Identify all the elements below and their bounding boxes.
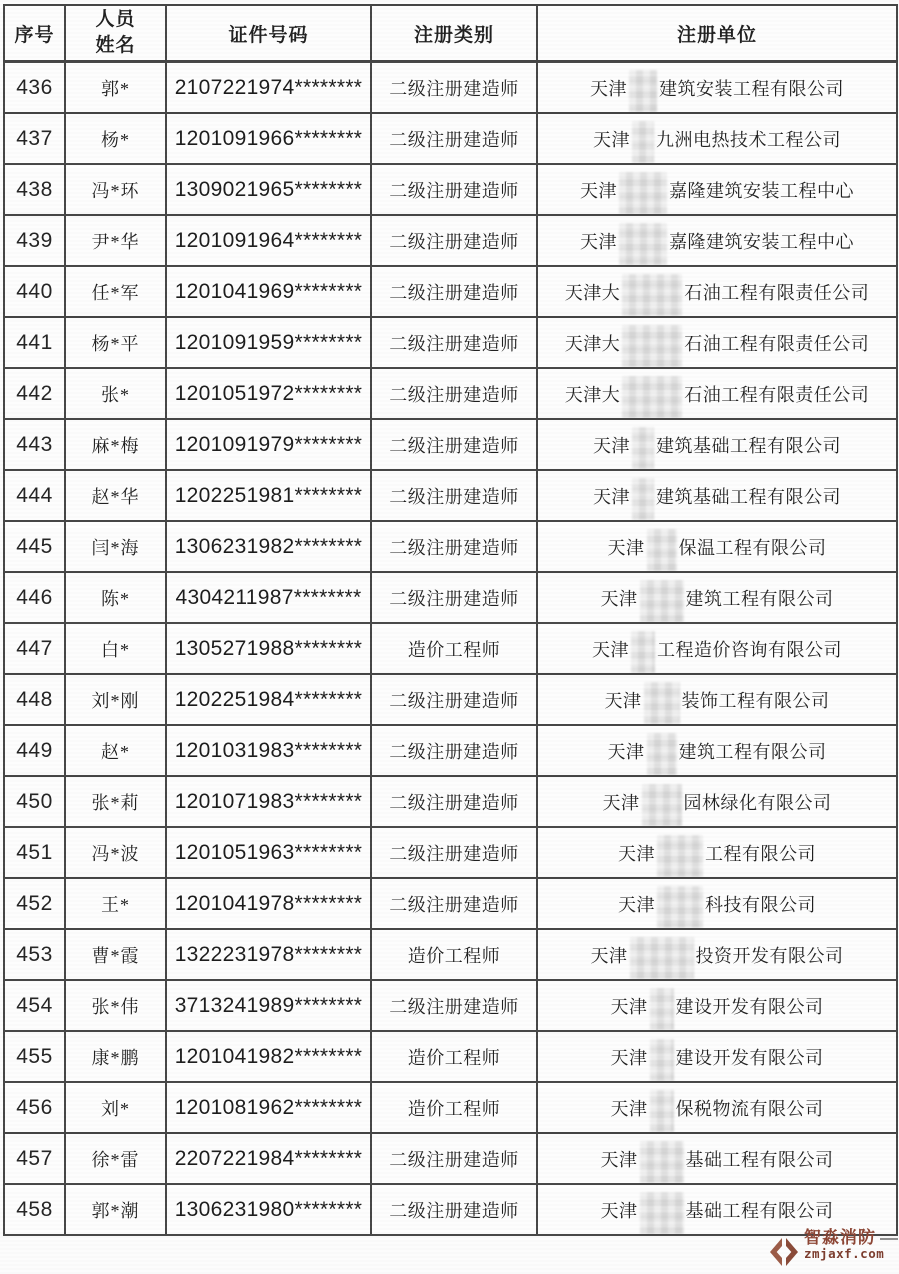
- table-row: [4, 164, 897, 215]
- cell-person-name: 杨*平: [65, 317, 166, 368]
- unit-suffix: 建筑基础工程有限公司: [656, 435, 841, 456]
- cell-serial-number: 439: [4, 215, 65, 266]
- unit-prefix: 天津: [593, 435, 630, 456]
- cell-registration-category: 二级注册建造师: [371, 62, 537, 114]
- unit-prefix: 天津: [580, 231, 617, 252]
- cell-serial-number: 448: [4, 674, 65, 725]
- cell-id-number: 1202251984********: [166, 674, 371, 725]
- cell-person-name: 赵*华: [65, 470, 166, 521]
- unit-prefix: 天津大: [564, 282, 621, 303]
- table-row: [4, 317, 897, 368]
- cell-registration-unit: [537, 368, 897, 419]
- cell-registration-unit: [537, 215, 897, 266]
- cell-serial-number: 457: [4, 1133, 65, 1184]
- unit-suffix: 石油工程有限责任公司: [684, 384, 870, 405]
- cell-person-name: 张*莉: [65, 776, 166, 827]
- unit-suffix: 装饰工程有限公司: [681, 690, 830, 711]
- cell-person-name: 白*: [65, 623, 166, 674]
- table-row: [4, 776, 897, 827]
- cell-person-name: 冯*波: [65, 827, 166, 878]
- cell-registration-unit: [537, 725, 897, 776]
- unit-suffix: 工程造价咨询有限公司: [657, 639, 842, 660]
- unit-prefix: 天津大: [564, 384, 621, 405]
- cell-person-name: 闫*海: [65, 521, 166, 572]
- unit-suffix: 建筑工程有限公司: [678, 741, 827, 762]
- cell-serial-number: 455: [4, 1031, 65, 1082]
- cell-id-number: 1201091964********: [166, 215, 371, 266]
- unit-suffix: 工程有限公司: [705, 843, 816, 864]
- unit-prefix: 天津: [607, 537, 645, 558]
- cell-serial-number: 453: [4, 929, 65, 980]
- unit-prefix: 天津: [593, 486, 630, 507]
- cell-registration-category: 二级注册建造师: [371, 419, 537, 470]
- unit-suffix: 建设开发有限公司: [675, 1047, 824, 1068]
- watermark-brand: 智淼消防: [804, 1228, 876, 1247]
- redaction-blur: [647, 733, 677, 775]
- cell-person-name: 徐*雷: [65, 1133, 166, 1184]
- table-row: [4, 878, 897, 929]
- cell-registration-category: 造价工程师: [371, 929, 537, 980]
- header-serial-number: 序号: [4, 5, 65, 62]
- cell-id-number: 1201051972********: [166, 368, 371, 419]
- unit-suffix: 保税物流有限公司: [675, 1098, 824, 1119]
- cell-id-number: 1201091966********: [166, 113, 371, 164]
- header-person-name: [65, 5, 166, 62]
- cell-registration-category: 二级注册建造师: [371, 521, 537, 572]
- cell-id-number: 1201081962********: [166, 1082, 371, 1133]
- redaction-blur: [619, 223, 667, 265]
- cell-registration-category: 二级注册建造师: [371, 725, 537, 776]
- unit-suffix: 嘉隆建筑安装工程中心: [669, 231, 854, 252]
- cell-id-number: 1305271988********: [166, 623, 371, 674]
- cell-id-number: 1322231978********: [166, 929, 371, 980]
- unit-suffix: 石油工程有限责任公司: [684, 333, 870, 354]
- table-row: [4, 368, 897, 419]
- unit-prefix: 天津: [592, 639, 629, 660]
- cell-id-number: 1201091959********: [166, 317, 371, 368]
- redaction-blur: [630, 937, 694, 979]
- cell-id-number: 1309021965********: [166, 164, 371, 215]
- cell-registration-category: 二级注册建造师: [371, 368, 537, 419]
- table-row: [4, 674, 897, 725]
- redaction-blur: [622, 274, 682, 316]
- header-row: [4, 5, 897, 62]
- table-row: [4, 1082, 897, 1133]
- unit-prefix: 天津: [610, 1098, 648, 1119]
- unit-prefix: 天津: [600, 588, 638, 609]
- redaction-blur: [650, 1090, 674, 1132]
- redaction-blur: [619, 172, 667, 214]
- cell-registration-category: 二级注册建造师: [371, 878, 537, 929]
- table-row: [4, 113, 897, 164]
- redaction-blur: [631, 631, 655, 673]
- cell-registration-unit: [537, 1133, 897, 1184]
- cell-registration-category: 二级注册建造师: [371, 776, 537, 827]
- cell-registration-unit: [537, 674, 897, 725]
- cell-registration-unit: [537, 419, 897, 470]
- cell-registration-unit: [537, 113, 897, 164]
- unit-suffix: 投资开发有限公司: [695, 945, 844, 966]
- cell-person-name: 曹*霞: [65, 929, 166, 980]
- redaction-blur: [650, 988, 674, 1030]
- cell-registration-unit: [537, 827, 897, 878]
- cell-registration-category: 二级注册建造师: [371, 1184, 537, 1235]
- unit-prefix: 天津: [602, 792, 640, 813]
- cell-person-name: 任*军: [65, 266, 166, 317]
- cell-registration-category: 二级注册建造师: [371, 266, 537, 317]
- cell-registration-unit: [537, 776, 897, 827]
- cell-id-number: 1201041969********: [166, 266, 371, 317]
- cell-registration-unit: [537, 572, 897, 623]
- redaction-blur: [622, 376, 682, 418]
- cell-registration-unit: [537, 623, 897, 674]
- table-row: [4, 521, 897, 572]
- table-row: [4, 623, 897, 674]
- table-row: [4, 1184, 897, 1235]
- cell-registration-unit: [537, 878, 897, 929]
- cell-id-number: 1201051963********: [166, 827, 371, 878]
- unit-suffix: 建设开发有限公司: [675, 996, 824, 1017]
- table-row: [4, 215, 897, 266]
- unit-suffix: 嘉隆建筑安装工程中心: [669, 180, 854, 201]
- redaction-blur: [629, 70, 657, 112]
- cell-serial-number: 454: [4, 980, 65, 1031]
- cell-serial-number: 443: [4, 419, 65, 470]
- cell-id-number: 1202251981********: [166, 470, 371, 521]
- cell-registration-category: 二级注册建造师: [371, 470, 537, 521]
- unit-suffix: 基础工程有限公司: [685, 1200, 834, 1221]
- cell-id-number: 1306231980********: [166, 1184, 371, 1235]
- unit-suffix: 保温工程有限公司: [678, 537, 827, 558]
- redaction-blur: [650, 1039, 674, 1081]
- cell-registration-unit: [537, 266, 897, 317]
- unit-prefix: 天津: [610, 996, 648, 1017]
- cell-person-name: 郭*潮: [65, 1184, 166, 1235]
- cell-person-name: 康*鹏: [65, 1031, 166, 1082]
- table-row: [4, 725, 897, 776]
- redaction-blur: [640, 1192, 684, 1234]
- watermark-url: zmjaxf.com: [804, 1245, 885, 1261]
- cell-registration-unit: [537, 929, 897, 980]
- cell-registration-category: 二级注册建造师: [371, 113, 537, 164]
- cell-person-name: 赵*: [65, 725, 166, 776]
- cell-serial-number: 440: [4, 266, 65, 317]
- cell-registration-unit: [537, 317, 897, 368]
- cell-registration-category: 二级注册建造师: [371, 980, 537, 1031]
- cell-registration-category: 二级注册建造师: [371, 164, 537, 215]
- cell-registration-category: 二级注册建造师: [371, 215, 537, 266]
- watermark-logo-icon: [768, 1235, 800, 1269]
- cell-serial-number: 456: [4, 1082, 65, 1133]
- table-row: [4, 572, 897, 623]
- redaction-blur: [632, 121, 654, 163]
- unit-prefix: 天津: [590, 78, 627, 99]
- unit-suffix: 建筑安装工程有限公司: [659, 78, 844, 99]
- watermark: [768, 1229, 898, 1269]
- cell-id-number: 1306231982********: [166, 521, 371, 572]
- unit-prefix: 天津: [610, 1047, 648, 1068]
- cell-person-name: 王*: [65, 878, 166, 929]
- unit-suffix: 园林绿化有限公司: [683, 792, 832, 813]
- cell-id-number: 3713241989********: [166, 980, 371, 1031]
- unit-prefix: 天津大: [564, 333, 621, 354]
- redaction-blur: [642, 784, 682, 826]
- cell-id-number: 1201031983********: [166, 725, 371, 776]
- cell-id-number: 1201091979********: [166, 419, 371, 470]
- table-header: [4, 5, 897, 62]
- cell-person-name: 麻*梅: [65, 419, 166, 470]
- redaction-blur: [644, 682, 680, 724]
- unit-prefix: 天津: [604, 690, 642, 711]
- unit-suffix: 建筑基础工程有限公司: [656, 486, 841, 507]
- cell-registration-category: 造价工程师: [371, 1082, 537, 1133]
- cell-person-name: 张*伟: [65, 980, 166, 1031]
- redaction-blur: [640, 580, 684, 622]
- cell-serial-number: 444: [4, 470, 65, 521]
- cell-person-name: 陈*: [65, 572, 166, 623]
- redaction-blur: [657, 835, 703, 877]
- cell-registration-unit: [537, 980, 897, 1031]
- cell-serial-number: 438: [4, 164, 65, 215]
- unit-prefix: 天津: [618, 894, 655, 915]
- unit-prefix: 天津: [580, 180, 617, 201]
- header-registration-category: 注册类别: [371, 5, 537, 62]
- cell-serial-number: 446: [4, 572, 65, 623]
- cell-serial-number: 442: [4, 368, 65, 419]
- watermark-dash-line: [880, 1238, 898, 1240]
- cell-registration-category: 二级注册建造师: [371, 317, 537, 368]
- header-person-name-label: 人员姓名: [95, 9, 136, 56]
- cell-registration-category: 造价工程师: [371, 1031, 537, 1082]
- unit-prefix: 天津: [618, 843, 655, 864]
- cell-registration-unit: [537, 62, 897, 114]
- redaction-blur: [622, 325, 682, 367]
- cell-id-number: 1201041982********: [166, 1031, 371, 1082]
- header-id-number: 证件号码: [166, 5, 371, 62]
- redaction-blur: [632, 478, 654, 520]
- unit-suffix: 石油工程有限责任公司: [684, 282, 870, 303]
- table-row: [4, 1133, 897, 1184]
- cell-serial-number: 437: [4, 113, 65, 164]
- table-row: [4, 929, 897, 980]
- cell-registration-category: 二级注册建造师: [371, 1133, 537, 1184]
- cell-registration-category: 二级注册建造师: [371, 674, 537, 725]
- cell-person-name: 郭*: [65, 62, 166, 114]
- cell-serial-number: 450: [4, 776, 65, 827]
- cell-person-name: 刘*: [65, 1082, 166, 1133]
- unit-prefix: 天津: [600, 1200, 638, 1221]
- table-row: [4, 419, 897, 470]
- unit-prefix: 天津: [593, 129, 630, 150]
- unit-prefix: 天津: [590, 945, 628, 966]
- cell-person-name: 尹*华: [65, 215, 166, 266]
- cell-registration-unit: [537, 470, 897, 521]
- cell-registration-category: 二级注册建造师: [371, 572, 537, 623]
- unit-suffix: 科技有限公司: [705, 894, 816, 915]
- registration-table: [3, 4, 898, 1236]
- cell-id-number: 2107221974********: [166, 62, 371, 114]
- table-row: [4, 1031, 897, 1082]
- table-row: [4, 266, 897, 317]
- watermark-text: [804, 1229, 898, 1260]
- cell-serial-number: 436: [4, 62, 65, 114]
- cell-registration-unit: [537, 164, 897, 215]
- table-row: [4, 827, 897, 878]
- redaction-blur: [640, 1141, 684, 1183]
- cell-registration-category: 造价工程师: [371, 623, 537, 674]
- cell-id-number: 1201041978********: [166, 878, 371, 929]
- unit-prefix: 天津: [607, 741, 645, 762]
- cell-registration-unit: [537, 1031, 897, 1082]
- table-row: [4, 470, 897, 521]
- table-row: [4, 980, 897, 1031]
- cell-person-name: 张*: [65, 368, 166, 419]
- cell-registration-category: 二级注册建造师: [371, 827, 537, 878]
- unit-suffix: 基础工程有限公司: [685, 1149, 834, 1170]
- redaction-blur: [632, 427, 654, 469]
- cell-id-number: 1201071983********: [166, 776, 371, 827]
- cell-serial-number: 447: [4, 623, 65, 674]
- cell-person-name: 刘*刚: [65, 674, 166, 725]
- header-registration-unit: 注册单位: [537, 5, 897, 62]
- cell-id-number: 2207221984********: [166, 1133, 371, 1184]
- redaction-blur: [647, 529, 677, 571]
- cell-serial-number: 445: [4, 521, 65, 572]
- cell-person-name: 杨*: [65, 113, 166, 164]
- cell-serial-number: 458: [4, 1184, 65, 1235]
- table-body: [4, 62, 897, 1236]
- cell-serial-number: 441: [4, 317, 65, 368]
- cell-serial-number: 451: [4, 827, 65, 878]
- cell-registration-unit: [537, 521, 897, 572]
- unit-suffix: 建筑工程有限公司: [685, 588, 834, 609]
- cell-person-name: 冯*环: [65, 164, 166, 215]
- redaction-blur: [657, 886, 703, 928]
- cell-registration-unit: [537, 1082, 897, 1133]
- cell-id-number: 4304211987********: [166, 572, 371, 623]
- unit-prefix: 天津: [600, 1149, 638, 1170]
- cell-serial-number: 452: [4, 878, 65, 929]
- unit-suffix: 九洲电热技术工程公司: [656, 129, 841, 150]
- cell-serial-number: 449: [4, 725, 65, 776]
- table-row: [4, 62, 897, 114]
